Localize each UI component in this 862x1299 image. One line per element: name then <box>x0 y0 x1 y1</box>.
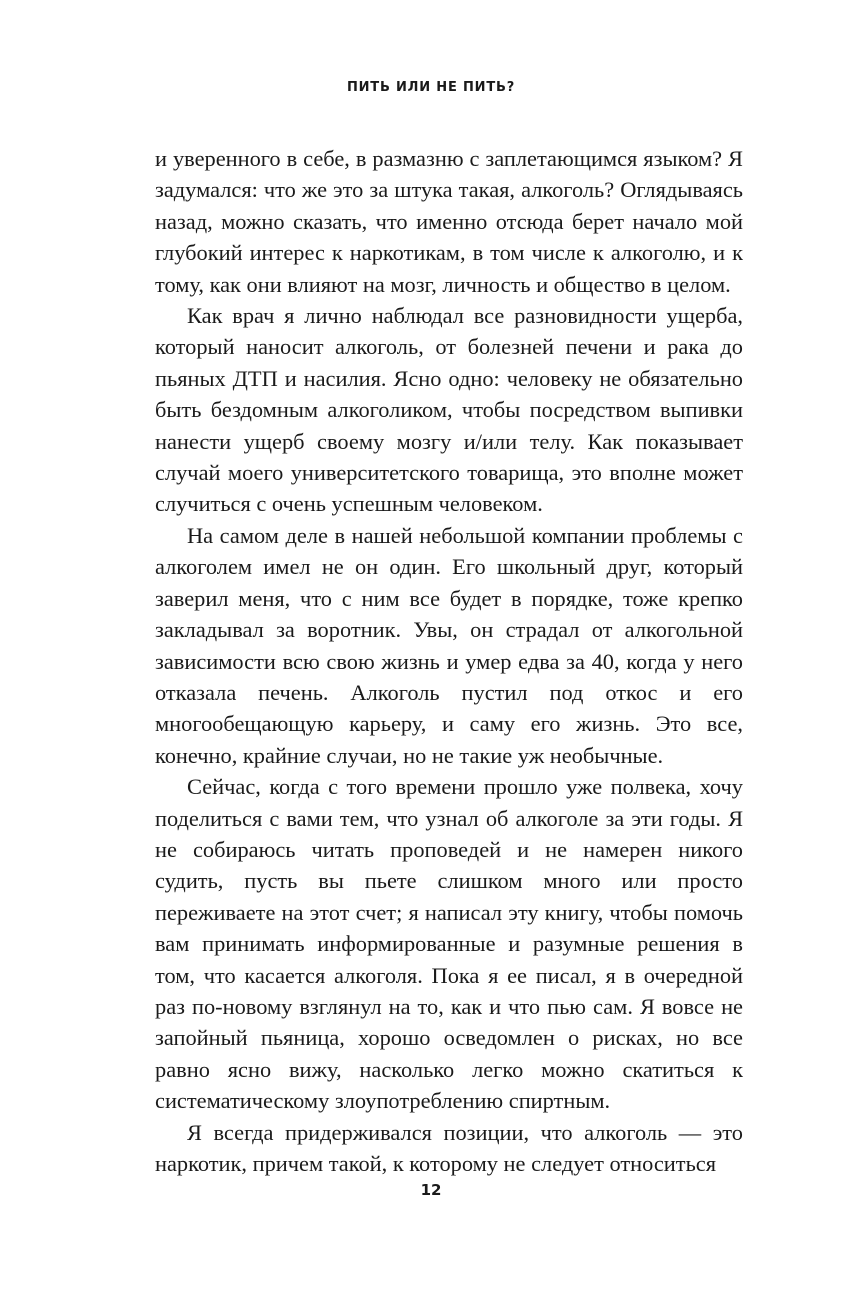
body-text <box>155 143 743 1179</box>
paragraph: Я всегда придерживался позиции, что алкоголь — это наркотик, причем такой, к которому не следует относиться <box>155 1119 743 1176</box>
running-head: ПИТЬ ИЛИ НЕ ПИТЬ? <box>346 80 516 95</box>
paragraph: На самом деле в нашей небольшой компании проблемы с алкоголем имел не он один. Его школьный друг, который заверил меня, что с ним все будет в порядке, тоже крепко закладывал за воротник. Увы, он страдал от алкогольной зависимости всю свою жизнь и умер едва за 40, когда у него отказала печень. Алкоголь пустил под откос и его многообещающую карьеру, и саму его жизнь. Это все, конечно, крайние случаи, но не такие уж необычные. <box>155 522 743 768</box>
paragraph: и уверенного в себе, в размазню с заплетающимся языком? Я задумался: что же это за штука такая, алкоголь? Оглядываясь назад, можно сказать, что именно отсюда берет начало мой глубокий интерес к наркотикам, в том числе к алкоголю, и к тому, как они влияют на мозг, личность и общество в целом. <box>155 146 743 297</box>
paragraph: Сейчас, когда с того времени прошло уже полвека, хочу поделиться с вами тем, что узнал об алкоголе за эти годы. Я не собираюсь читать проповедей и не намерен никого судить, пусть вы пьете слишком много или просто переживаете на этот счет; я написал эту книгу, чтобы помочь вам принимать информированные и разумные решения в том, что касается алкоголя. Пока я ее писал, я в очередной раз по-новому взглянул на то, как и что пью сам. Я вовсе не запойный пьяница, хорошо осведомлен о рисках, но все равно ясно вижу, насколько легко можно скатиться к систематическому злоупотреблению спиртным. <box>155 774 743 1114</box>
page-number: 12 <box>420 1181 442 1199</box>
paragraph: Как врач я лично наблюдал все разновидности ущерба, который наносит алкоголь, от болезней печени и рака до пьяных ДТП и насилия. Ясно одно: человеку не обязательно быть бездомным алкоголиком, чтобы посредством выпивки нанести ущерб своему мозгу и/или телу. Как показывает случай моего университетского товарища, это вполне может случиться с очень успешным человеком. <box>155 303 743 517</box>
